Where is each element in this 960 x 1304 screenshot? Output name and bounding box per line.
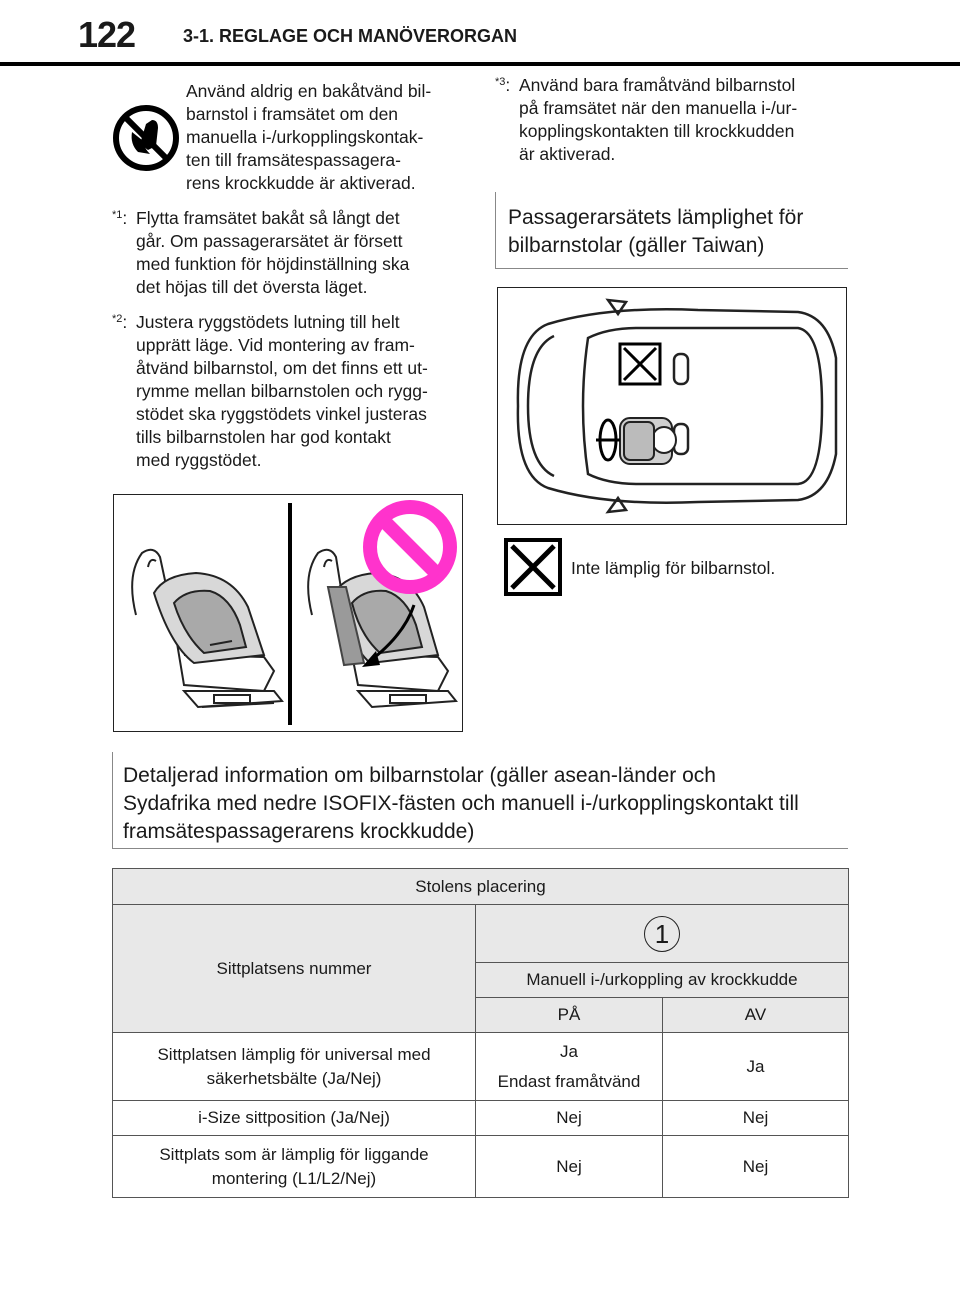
footnote-3: $^{*3}$: Använd bara framåtvänd bilbarnstol på framsätet när den manuella i-/ur- kopplingskontakten till krockkudden är aktiverad. — [495, 75, 798, 164]
seat-suitability-table — [112, 868, 849, 1198]
section-title: 3-1. REGLAGE OCH MANÖVERORGAN — [183, 26, 518, 46]
footnote-3-mark: $^{*3}$: — [495, 75, 511, 95]
footnote-1: $^{*1}$: Flytta framsätet bakåt så långt det går. Om passagerarsätet är försett med funktion för höjdinställning ska det höjas till det översta läget. — [112, 208, 410, 297]
row-off-value: Ja — [663, 1033, 849, 1101]
warning-text: Använd aldrig en bakåtvänd bil- barnstol i framsätet om den manuella i-/urkopplingskontak- ten till framsätespassagera- rens krockkudde är aktiverad. — [186, 81, 432, 193]
row-label: Sittplats som är lämplig för liggande montering (L1/L2/Nej) — [113, 1136, 476, 1198]
seat-number-circle: 1 — [644, 916, 680, 952]
table-row — [113, 1101, 849, 1136]
asean-heading: Detaljerad information om bilbarnstolar (gäller asean-länder och Sydafrika med nedre ISOFIX-fästen och manuell i-/urkopplingskontakt till framsätespassagerarens krockkudde) — [112, 752, 848, 849]
car-seat-diagram — [497, 287, 847, 525]
footnote-1-mark: $^{*1}$: — [112, 208, 128, 228]
row-label: i-Size sittposition (Ja/Nej) — [113, 1101, 476, 1136]
no-rear-facing-child-seat-icon — [112, 104, 180, 172]
airbag-off-label: AV — [663, 998, 849, 1033]
row-on-value: Nej — [476, 1101, 663, 1136]
row-on-value: Nej — [476, 1136, 663, 1198]
unsuitable-seat-marker — [620, 344, 660, 384]
row-off-value: Nej — [663, 1136, 849, 1198]
seat-adjustment-illustration — [113, 494, 463, 732]
table-title: Stolens placering — [113, 869, 849, 905]
legend-text: Inte lämplig för bilbarnstol. — [571, 558, 776, 578]
table-row — [113, 1136, 849, 1198]
driver-icon — [596, 418, 676, 464]
x-box-icon — [504, 538, 562, 596]
page-number: 122 — [78, 14, 136, 55]
prohibition-icon — [370, 507, 450, 587]
row-label: Sittplatsen lämplig för universal med säkerhetsbälte (Ja/Nej) — [113, 1033, 476, 1101]
airbag-on-label: PÅ — [476, 998, 663, 1033]
footnote-2-mark: $^{*2}$: — [112, 312, 128, 332]
seat-number-label: Sittplatsens nummer — [113, 905, 476, 1033]
row-on-value: Ja Endast framåtvänd — [476, 1033, 663, 1101]
airbag-switch-label: Manuell i-/urkoppling av krockkudde — [476, 963, 849, 998]
table-row — [113, 1033, 849, 1101]
child-seat-correct-illustration — [132, 550, 282, 707]
taiwan-heading: Passagerarsätets lämplighet för bilbarnstolar (gäller Taiwan) — [495, 192, 848, 269]
footnote-2: $^{*2}$: Justera ryggstödets lutning till helt upprätt läge. Vid montering av fram- åtvänd bilbarnstol, om det finns ett ut- rymme mellan bilbarnstolen och rygg- stödet ska ryggstödets vinkel justeras tills bilbarnstolen har god kontakt med ryggstödet. — [112, 312, 428, 470]
header-rule — [0, 62, 960, 66]
seat-number-cell — [476, 905, 849, 963]
row-off-value: Nej — [663, 1101, 849, 1136]
